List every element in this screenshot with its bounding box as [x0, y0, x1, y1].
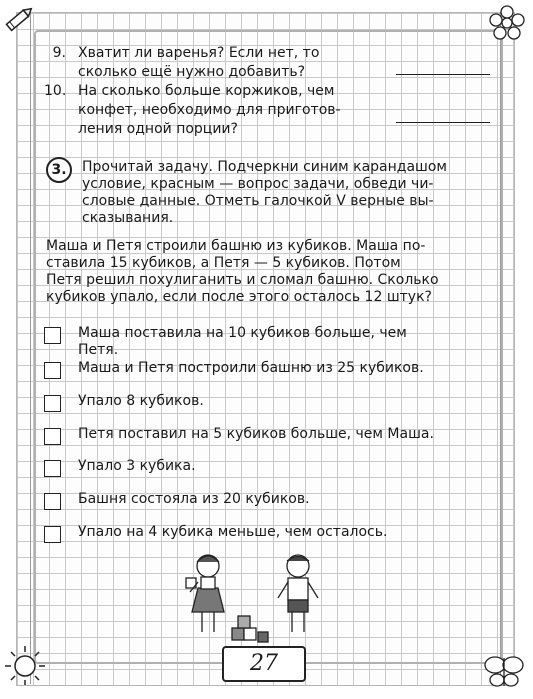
- answer-line-10[interactable]: [396, 122, 490, 123]
- task-number-badge: 3.: [46, 157, 72, 183]
- checkbox[interactable]: [44, 327, 61, 344]
- checkbox[interactable]: [44, 493, 61, 510]
- option-text: Петя поставил на 5 кубиков больше, чем Маша.: [78, 426, 434, 442]
- flower-icon: [487, 4, 527, 42]
- option-text: Упало 3 кубика.: [78, 458, 196, 474]
- question-10: [44, 82, 384, 142]
- checkbox[interactable]: [44, 428, 61, 445]
- option-text: Маша и Петя построили башню из 25 кубиков.: [78, 360, 424, 376]
- butterfly-icon: [482, 648, 526, 692]
- question-text: На сколько больше коржиков, чем конфет, необходимо для приготов- ления одной порции?: [78, 83, 341, 137]
- option-text: Упало 8 кубиков.: [78, 393, 204, 409]
- page-number: 27: [222, 646, 306, 682]
- task-problem: Маша и Петя строили башню из кубиков. Маша по- ставила 15 кубиков, а Петя — 5 кубиков. Потом Петя решил похулиганить и сломал башню. Сколько кубиков упало, если после этого осталось 12 штук?: [46, 238, 439, 305]
- option-text: Башня состояла из 20 кубиков.: [78, 491, 310, 507]
- task-instruction: Прочитай задачу. Подчеркни синим карандашом условие, красным — вопрос задачи, обведи чи- словые данные. Отметь галочкой V верные вы- сказывания.: [82, 159, 447, 226]
- option-text: Маша поставила на 10 кубиков больше, чем Петя.: [78, 325, 407, 358]
- checkbox[interactable]: [44, 526, 61, 543]
- question-number: 9.: [52, 45, 66, 61]
- answer-line-9[interactable]: [396, 74, 490, 75]
- checkbox[interactable]: [44, 362, 61, 379]
- kids-illustration: [180, 548, 330, 648]
- checkbox[interactable]: [44, 395, 61, 412]
- question-number: 10.: [44, 83, 67, 99]
- checkbox[interactable]: [44, 460, 61, 477]
- question-9: [44, 44, 384, 84]
- question-text: Хватит ли варенья? Если нет, то сколько ещё нужно добавить?: [78, 45, 320, 80]
- sun-icon: [4, 642, 46, 686]
- margin-line-left: [30, 12, 31, 684]
- pencil-icon: [2, 2, 36, 36]
- option-text: Упало на 4 кубика меньше, чем осталось.: [78, 524, 388, 540]
